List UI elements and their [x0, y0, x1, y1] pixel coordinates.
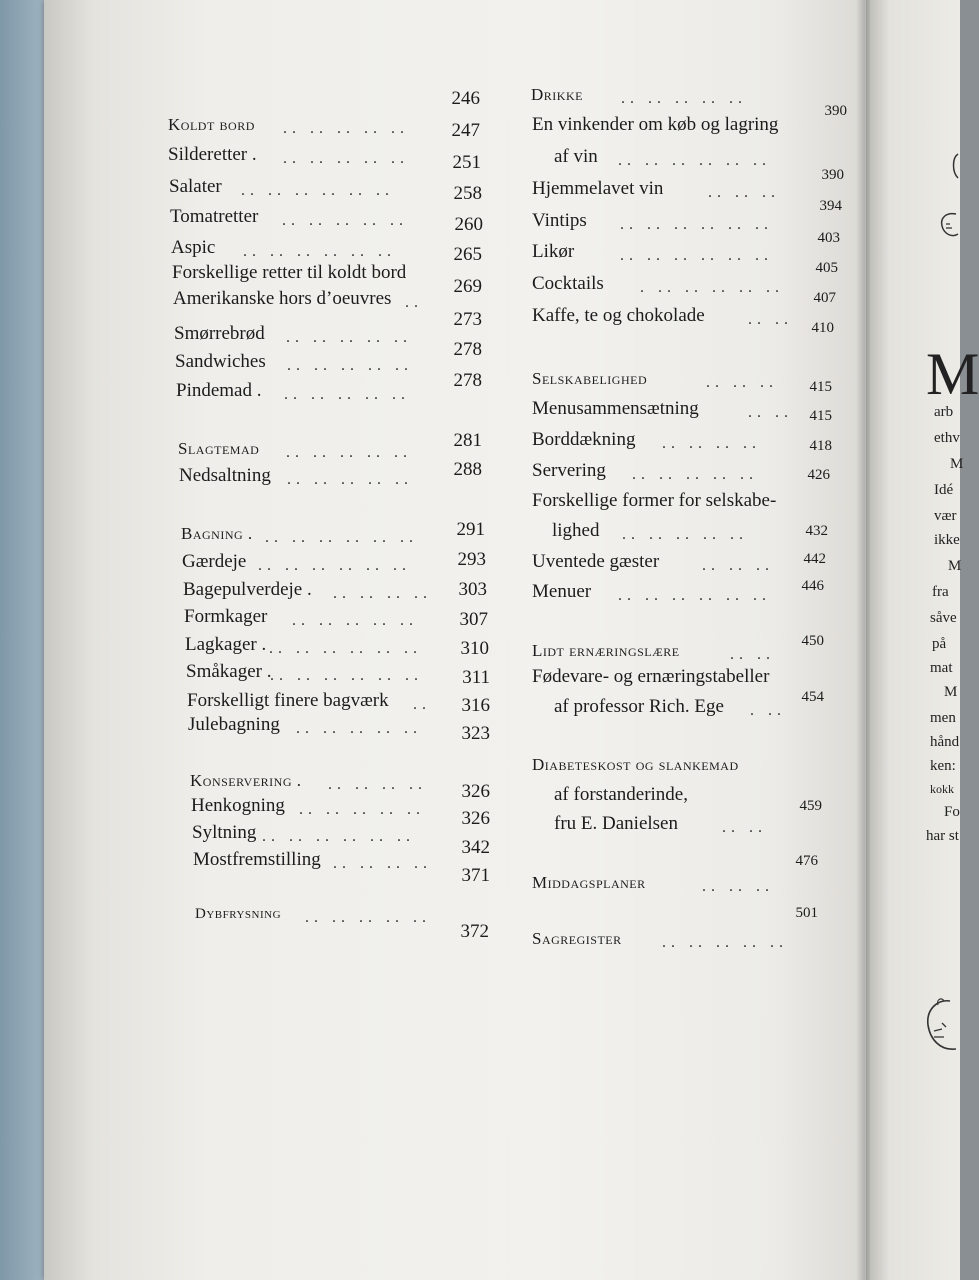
toc-label: Forskellige former for selskabe- [532, 490, 777, 511]
toc-page-number: 394 [819, 198, 842, 214]
toc-label: En vinkender om køb og lagring [532, 114, 779, 135]
toc-label: Uventede gæster [532, 551, 660, 572]
toc-page-number: 251 [452, 152, 481, 173]
toc-page-number: 307 [459, 609, 488, 630]
toc-page-number: 390 [824, 103, 847, 119]
toc-page-number: 405 [815, 260, 838, 276]
toc-label: Smørrebrød [174, 323, 265, 344]
toc-page-number: 372 [460, 921, 489, 942]
toc-heading: Middagsplaner [532, 873, 646, 892]
toc-label: Julebagning [188, 714, 280, 735]
toc-page-number: 291 [456, 519, 485, 540]
toc-heading: Sagregister [532, 929, 622, 948]
toc-heading: Konservering . [190, 771, 302, 790]
toc-label: Lagkager . [185, 634, 267, 655]
toc-label: Forskelligt finere bagværk [187, 690, 389, 711]
toc-page-number: 432 [805, 523, 828, 539]
toc-page-number: 476 [795, 853, 818, 869]
toc-page-number: 501 [795, 905, 818, 921]
toc-left-column: Koldt bord .. .. .. .. .. 246 Silderetter . .. .. .. .. .. 247 Salater .. .. .. .. .. .. 251 Tomatretter .. .. .. .. .. 258 Aspic .. .. .. .. .. .. 260 Forskellige retter til koldt bord 265 Amerikanske hors d’oeuvres .. 269 Smørrebrød .. .. .. .. .. 273 Sandwiches .. .. .. .. .. 278 Pindemad . .. .. .. .. .. 278 Slagtemad .. .. .. .. .. 281 Nedsaltning .. .. .. .. .. 288 Bagning . .. .. .. .. .. .. 291 Gærdeje .. .. .. .. .. .. 293 Bagepulverdeje . .. .. .. .. 303 Formkager .. .. .. .. .. 307 Lagkager . .. .. .. .. .. .. 310 Småkager . .. .. .. .. .. .. 311 Forskelligt finere bagværk .. 316 Julebagning .. .. .. .. .. 323 Konservering . .. .. .. .. 326 Henkogning .. .. .. .. .. 326 Syltning .. .. .. .. .. .. 342 Mostfremstilling .. .. .. .. 371 Dybfrysning .. .. .. .. .. 372 [168, 88, 490, 942]
toc-page-number: 418 [809, 438, 832, 454]
toc-page-number: 403 [817, 230, 840, 246]
toc-page-number: 258 [453, 183, 482, 204]
toc-label: Servering [532, 460, 606, 481]
facing-page-text: M [950, 456, 964, 472]
toc-heading: Slagtemad [178, 439, 260, 458]
toc-page-number: 415 [809, 379, 832, 395]
toc-label: af professor Rich. Ege [554, 696, 724, 717]
toc-page-number: 450 [801, 633, 824, 649]
toc-page-number: 278 [453, 339, 482, 360]
facing-page-text: hånd [930, 734, 960, 750]
toc-page-number: 288 [453, 459, 482, 480]
toc-heading: Selskabelighed [532, 369, 648, 388]
facing-page-text: ikke [934, 532, 960, 548]
toc-label: Gærdeje [182, 551, 247, 572]
facing-page-doodle [936, 208, 960, 248]
facing-page-text: M [948, 558, 962, 574]
toc-label: Forskellige retter til koldt bord [172, 262, 407, 283]
toc-label: Tomatretter [170, 206, 259, 227]
toc-label: Borddækning [532, 429, 636, 450]
toc-page-number: 326 [461, 808, 490, 829]
toc-heading: Koldt bord [168, 115, 255, 134]
facing-page-doodle [920, 995, 960, 1065]
facing-page-text: fra [932, 584, 949, 600]
toc-label: Likør [532, 241, 575, 262]
toc-label: Sandwiches [175, 351, 266, 372]
toc-heading: Drikke [531, 85, 583, 104]
toc-heading: Dybfrysning [195, 906, 282, 922]
toc-label: Menusammensætning [532, 398, 699, 419]
toc-label: fru E. Danielsen [554, 813, 678, 834]
facing-page-text: har st [926, 828, 959, 844]
toc-label: Pindemad . [176, 380, 262, 401]
toc-page-number: 269 [453, 276, 482, 297]
toc-page-number: 323 [461, 723, 490, 744]
toc-page-number: 371 [461, 865, 490, 886]
toc-page-number: 311 [462, 667, 490, 688]
toc-label: af forstanderinde, [554, 784, 688, 805]
facing-page-text: såve [930, 610, 957, 626]
toc-page-number: 265 [453, 244, 482, 265]
toc-page-number: 310 [460, 638, 489, 659]
toc-label: Hjemmelavet vin [532, 178, 664, 199]
toc-label: Silderetter . [168, 144, 257, 165]
toc-heading: Diabeteskost og slankemad [532, 755, 739, 774]
toc-label: Syltning [192, 822, 257, 843]
toc-heading: Lidt ernæringslære [532, 641, 680, 660]
toc-page-number: 390 [821, 167, 844, 183]
toc-page-number: 410 [811, 320, 834, 336]
toc-page-number: 426 [807, 467, 830, 483]
toc-page-number: 303 [458, 579, 487, 600]
toc-page-number: 246 [451, 88, 480, 109]
facing-page-text: men [930, 710, 956, 726]
toc-page-number: 342 [461, 837, 490, 858]
facing-page-initial: M [926, 341, 979, 407]
toc-page-number: 442 [803, 551, 826, 567]
toc-page-number: 326 [461, 781, 490, 802]
toc-label: Småkager . [186, 661, 272, 682]
toc-label: Henkogning [191, 795, 285, 816]
facing-page-text: vær [934, 508, 957, 524]
toc-label: Nedsaltning [179, 465, 271, 486]
toc-label: Mostfremstilling [193, 849, 321, 870]
toc-label: Formkager [184, 606, 268, 627]
facing-page-text: ken: [930, 758, 956, 774]
toc-page-number: 273 [453, 309, 482, 330]
toc-page-number: 278 [453, 370, 482, 391]
toc-label: lighed [552, 520, 600, 541]
facing-page-text: arb [934, 404, 954, 420]
toc-label: Kaffe, te og chokolade [532, 305, 705, 326]
toc-page-number: 415 [809, 408, 832, 424]
toc-label: Fødevare- og ernæringstabeller [532, 666, 770, 687]
facing-page-text: mat [930, 660, 953, 676]
toc-page-number: 247 [451, 120, 480, 141]
toc-heading: Bagning . [181, 524, 253, 543]
toc-page-number: 446 [801, 578, 824, 594]
toc-page-number: 293 [457, 549, 486, 570]
toc-page-number: 459 [799, 798, 822, 814]
toc-page-number: 260 [454, 214, 483, 235]
toc-label: Menuer [532, 581, 592, 602]
facing-page-text: Idé [934, 482, 954, 498]
toc-label: af vin [554, 146, 598, 167]
facing-page-doodle [950, 152, 960, 182]
facing-page-text: kokk [930, 782, 954, 796]
toc-label: Amerikanske hors d’oeuvres [173, 288, 392, 309]
toc-page-number: 281 [453, 430, 482, 451]
toc-label: Bagepulverdeje . [183, 579, 312, 600]
toc-label: Vintips [532, 210, 587, 231]
toc-label: Cocktails [532, 273, 604, 294]
facing-page-text: Fo [944, 804, 960, 820]
toc-right-column: Drikke .. .. .. .. .. 390 En vinkender om køb og lagring af vin .. .. .. .. .. .. 390 Hjemmelavet vin .. .. .. 394 Vintips .. .. .. .. .. .. 403 Likør .. .. .. .. .. .. 405 Cocktails . .. .. .. .. .. 407 Kaffe, te og chokolade .. .. 410 Selskabelighed .. .. .. 415 Menusammensætning .. .. 415 Borddækning .. .. .. .. 418 Servering .. .. .. .. .. 426 Forskellige former for selskabe- lighed .. .. .. .. .. 432 Uventede gæster .. .. .. 442 Menuer .. .. .. .. .. .. 446 Lidt ernæringslære .. .. 450 Fødevare- og ernæringstabeller af professor Rich. Ege . .. 454 Diabeteskost og slankemad af forstanderinde, fru E. Danielsen .. .. 459 Middagsplaner .. .. .. 476 Sagregister .. .. .. .. .. 501 [531, 85, 847, 951]
facing-page-text: M [944, 684, 958, 700]
facing-page-text: ethv [934, 430, 960, 446]
toc-page-number: 407 [813, 290, 836, 306]
toc-page-number: 316 [461, 695, 490, 716]
facing-page-text: på [932, 636, 947, 652]
toc-label: Salater [169, 176, 222, 197]
toc-label: Aspic [171, 237, 216, 258]
toc-page-number: 454 [801, 689, 824, 705]
